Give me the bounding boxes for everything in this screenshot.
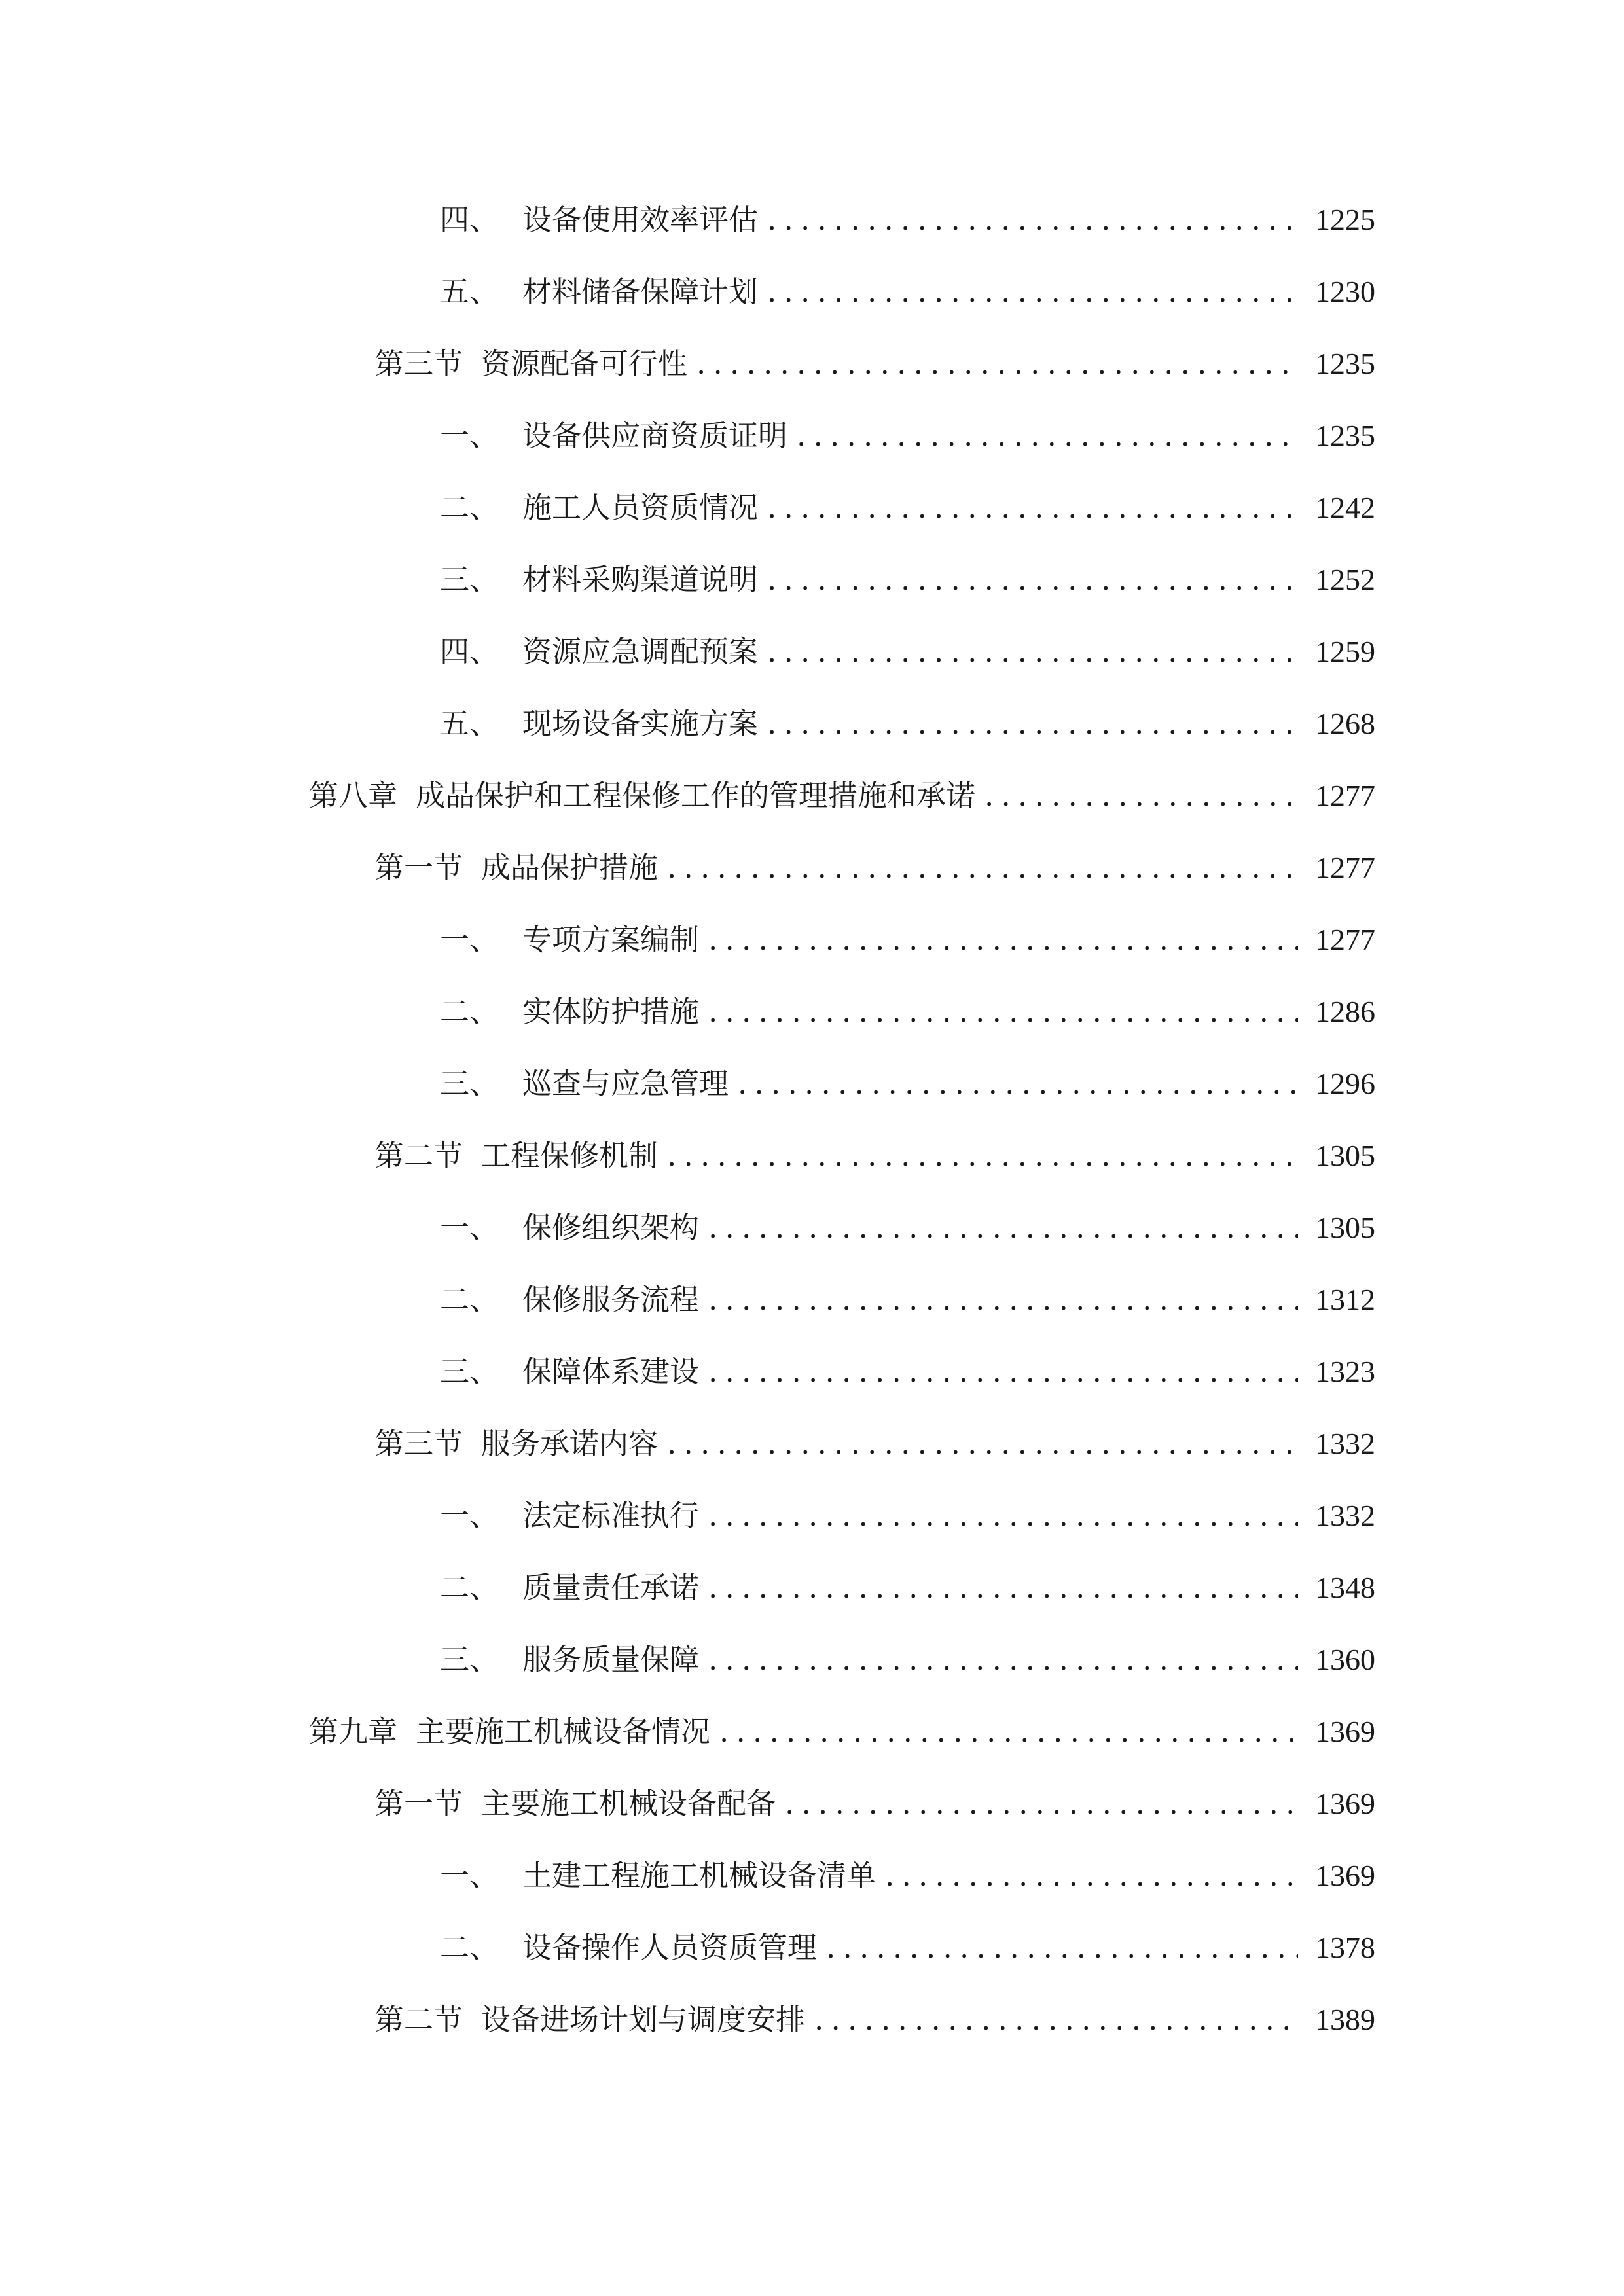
toc-entry-subchapter[interactable]: [374, 1418, 1375, 1470]
toc-entry-number: 一、: [440, 418, 499, 453]
toc-entry-title: 专项方案编制: [522, 922, 700, 957]
toc-entry-page: 1378: [1315, 1931, 1375, 1964]
toc-entry-title: 材料储备保障计划: [522, 274, 759, 309]
toc-entry-number: 第一节: [374, 850, 463, 885]
toc-entry-number: 三、: [440, 562, 499, 597]
toc-entry-section[interactable]: [440, 1634, 1375, 1686]
dot-leader: [767, 482, 1298, 534]
toc-entry-title: 巡查与应急管理: [522, 1066, 729, 1101]
toc-entry-section[interactable]: [440, 266, 1375, 318]
toc-entry-section[interactable]: [440, 1058, 1375, 1110]
dot-leader: [696, 338, 1298, 390]
toc-entry-number: 一、: [440, 1498, 499, 1533]
toc-entry-page: 1242: [1315, 491, 1375, 524]
toc-entry-title: 法定标准执行: [522, 1498, 700, 1533]
toc-entry-number: 四、: [440, 634, 499, 669]
toc-entry-section[interactable]: [440, 1346, 1375, 1398]
dot-leader: [767, 626, 1298, 678]
toc-entry-section[interactable]: [440, 554, 1375, 606]
toc-entry-page: 1332: [1315, 1427, 1375, 1460]
toc-entry-subchapter[interactable]: [374, 1130, 1375, 1182]
toc-entry-number: 五、: [440, 274, 499, 309]
toc-entry-number: 一、: [440, 1210, 499, 1245]
toc-entry-number: 第一节: [374, 1786, 463, 1821]
dot-leader: [738, 1058, 1298, 1110]
toc-entry-section[interactable]: [440, 194, 1375, 246]
toc-entry-page: 1235: [1315, 419, 1375, 452]
toc-entry-number: 二、: [440, 1930, 499, 1965]
toc-entry-title: 设备使用效率评估: [522, 202, 759, 237]
toc-entry-subchapter[interactable]: [374, 1994, 1375, 2046]
toc-entry-section[interactable]: [440, 914, 1375, 966]
dot-leader: [767, 554, 1298, 606]
dot-leader: [667, 1418, 1298, 1470]
dot-leader: [667, 842, 1298, 894]
toc-entry-page: 1259: [1315, 635, 1375, 668]
toc-entry-page: 1268: [1315, 707, 1375, 740]
toc-entry-section[interactable]: [440, 1202, 1375, 1254]
toc-entry-number: 三、: [440, 1066, 499, 1101]
toc-entry-title: 设备操作人员资质管理: [522, 1930, 818, 1965]
dot-leader: [767, 698, 1298, 750]
toc-entry-page: 1312: [1315, 1283, 1375, 1316]
toc-entry-section[interactable]: [440, 1490, 1375, 1542]
toc-entry-number: 四、: [440, 202, 499, 237]
toc-entry-title: 保障体系建设: [522, 1354, 700, 1389]
toc-entry-title: 工程保修机制: [481, 1138, 659, 1173]
toc-entry-title: 服务质量保障: [522, 1642, 700, 1677]
toc-entry-number: 第九章: [309, 1714, 398, 1749]
toc-entry-number: 三、: [440, 1354, 499, 1389]
toc-entry-section[interactable]: [440, 1850, 1375, 1902]
dot-leader: [885, 1850, 1298, 1902]
dot-leader: [984, 770, 1298, 822]
toc-entry-number: 二、: [440, 994, 499, 1029]
dot-leader: [767, 266, 1298, 318]
toc-entry-section[interactable]: [440, 1562, 1375, 1614]
toc-entry-section[interactable]: [440, 482, 1375, 534]
dot-leader: [708, 1562, 1298, 1614]
toc-entry-section[interactable]: [440, 1274, 1375, 1326]
toc-entry-page: 1296: [1315, 1067, 1375, 1100]
dot-leader: [667, 1130, 1298, 1182]
toc-entry-title: 成品保护措施: [481, 850, 659, 885]
toc-entry-page: 1252: [1315, 563, 1375, 596]
toc-entry-page: 1323: [1315, 1355, 1375, 1388]
toc-entry-number: 二、: [440, 1282, 499, 1317]
dot-leader: [708, 1634, 1298, 1686]
toc-entry-page: 1277: [1315, 923, 1375, 956]
toc-entry-page: 1389: [1315, 2003, 1375, 2036]
toc-entry-number: 第二节: [374, 1138, 463, 1173]
toc-entry-section[interactable]: [440, 698, 1375, 750]
dot-leader: [708, 1274, 1298, 1326]
toc-entry-title: 主要施工机械设备情况: [416, 1714, 711, 1749]
toc-entry-page: 1348: [1315, 1571, 1375, 1604]
toc-entry-number: 第二节: [374, 2002, 463, 2037]
toc-entry-page: 1369: [1315, 1787, 1375, 1820]
toc-entry-title: 施工人员资质情况: [522, 490, 759, 525]
toc-entry-page: 1230: [1315, 275, 1375, 308]
toc-entry-title: 保修服务流程: [522, 1282, 700, 1317]
toc-entry-page: 1277: [1315, 779, 1375, 812]
toc-entry-number: 第三节: [374, 346, 463, 381]
toc-entry-section[interactable]: [440, 986, 1375, 1038]
dot-leader: [797, 410, 1298, 462]
dot-leader: [814, 1994, 1298, 2046]
toc-entry-subchapter[interactable]: [374, 842, 1375, 894]
toc-entry-page: 1369: [1315, 1715, 1375, 1748]
dot-leader: [708, 986, 1298, 1038]
toc-entry-title: 服务承诺内容: [481, 1426, 659, 1461]
dot-leader: [708, 1202, 1298, 1254]
dot-leader: [767, 194, 1298, 246]
toc-entry-subchapter[interactable]: [374, 1778, 1375, 1830]
toc-entry-page: 1360: [1315, 1643, 1375, 1676]
dot-leader: [708, 914, 1298, 966]
dot-leader: [826, 1922, 1298, 1974]
toc-entry-number: 第八章: [309, 778, 398, 813]
toc-entry-page: 1305: [1315, 1139, 1375, 1172]
dot-leader: [708, 1490, 1298, 1542]
dot-leader: [708, 1346, 1298, 1398]
toc-entry-title: 设备进场计划与调度安排: [481, 2002, 806, 2037]
toc-entry-page: 1369: [1315, 1859, 1375, 1892]
toc-entry-number: 第三节: [374, 1426, 463, 1461]
toc-entry-section[interactable]: [440, 1922, 1375, 1974]
toc-entry-title: 土建工程施工机械设备清单: [522, 1858, 876, 1893]
toc-entry-section[interactable]: [440, 410, 1375, 462]
toc-entry-title: 主要施工机械设备配备: [481, 1786, 776, 1821]
toc-entry-title: 成品保护和工程保修工作的管理措施和承诺: [416, 778, 976, 813]
toc-entry-section[interactable]: [440, 626, 1375, 678]
dot-leader: [785, 1778, 1298, 1830]
toc-entry-page: 1286: [1315, 995, 1375, 1028]
toc-entry-number: 二、: [440, 490, 499, 525]
toc-entry-title: 材料采购渠道说明: [522, 562, 759, 597]
toc-entry-page: 1305: [1315, 1211, 1375, 1244]
toc-entry-title: 现场设备实施方案: [522, 706, 759, 741]
toc-entry-number: 一、: [440, 922, 499, 957]
toc-entry-page: 1225: [1315, 203, 1375, 236]
toc-entry-title: 资源应急调配预案: [522, 634, 759, 669]
toc-entry-number: 三、: [440, 1642, 499, 1677]
toc-entry-subchapter[interactable]: [374, 338, 1375, 390]
toc-entry-chapter[interactable]: [309, 1706, 1375, 1758]
toc-entry-page: 1277: [1315, 851, 1375, 884]
toc-entry-number: 五、: [440, 706, 499, 741]
toc-entry-title: 设备供应商资质证明: [522, 418, 788, 453]
toc-entry-number: 一、: [440, 1858, 499, 1893]
toc-entry-title: 保修组织架构: [522, 1210, 700, 1245]
toc-entry-chapter[interactable]: [309, 770, 1375, 822]
toc-entry-page: 1332: [1315, 1499, 1375, 1532]
toc-entry-title: 资源配备可行性: [481, 346, 688, 381]
toc-entry-title: 质量责任承诺: [522, 1570, 700, 1605]
toc-entry-number: 二、: [440, 1570, 499, 1605]
toc-entry-title: 实体防护措施: [522, 994, 700, 1029]
toc-entry-page: 1235: [1315, 347, 1375, 380]
dot-leader: [719, 1706, 1298, 1758]
